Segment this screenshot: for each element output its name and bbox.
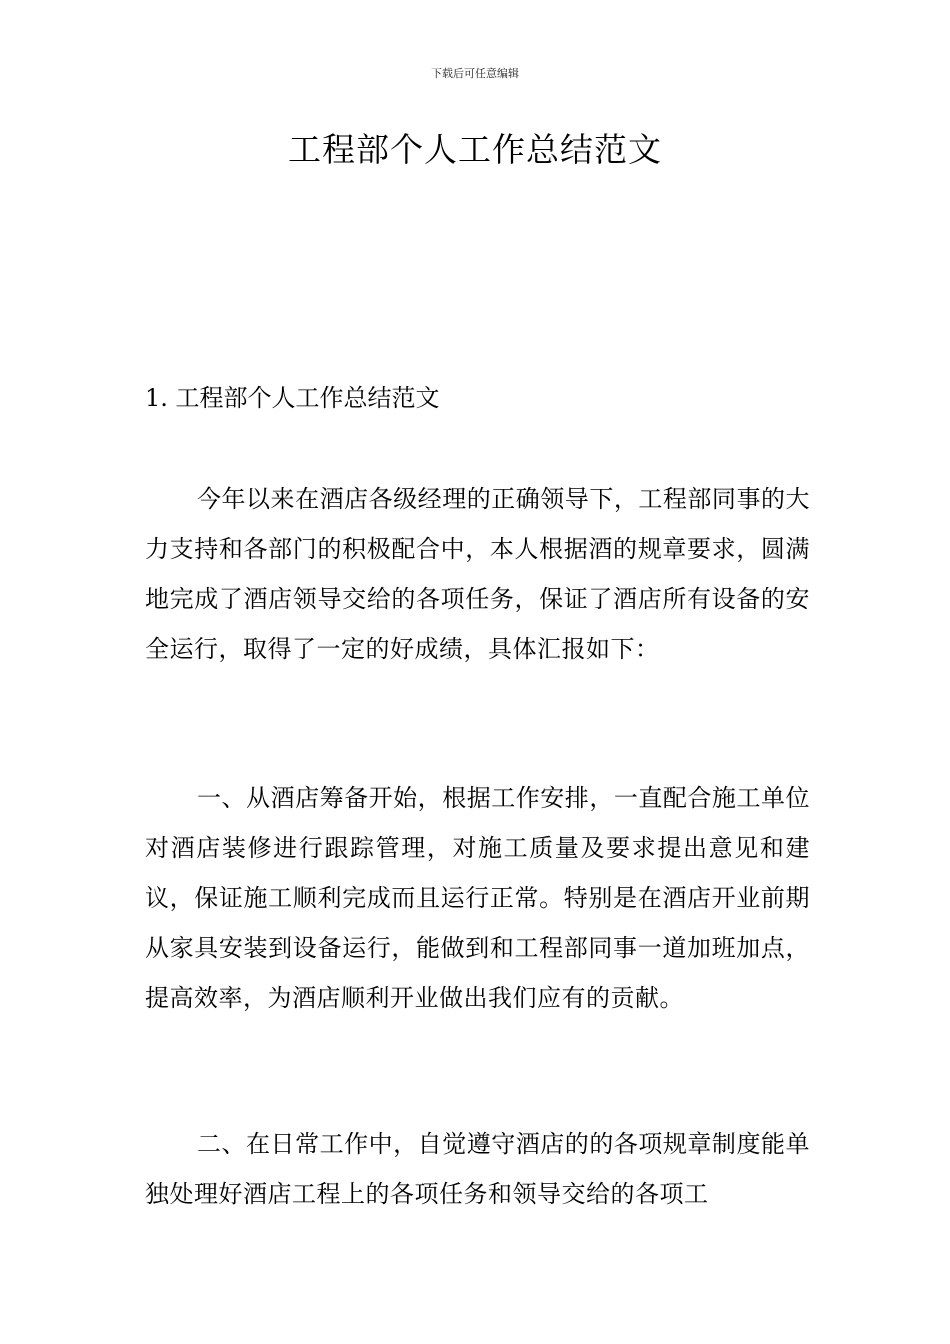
section-heading: 1. 工程部个人工作总结范文 (145, 384, 440, 412)
paragraph-point-one: 一、从酒店筹备开始，根据工作安排，一直配合施工单位对酒店装修进行跟踪管理，对施工质量及要求提出意见和建议，保证施工顺利完成而且运行正常。特别是在酒店开业前期从家具安装到设备运行，能做到和工程部同事一道加班加点，提高效率，为酒店顺利开业做出我们应有的贡献。 (145, 784, 810, 1012)
document-title: 工程部个人工作总结范文 (288, 130, 662, 169)
paragraph-intro: 今年以来在酒店各级经理的正确领导下，工程部同事的大力支持和各部门的积极配合中，本人根据酒的规章要求，圆满地完成了酒店领导交给的各项任务，保证了酒店所有设备的安全运行，取得了一定的好成绩，具体汇报如下： (145, 485, 810, 663)
paragraph-point-two: 二、在日常工作中，自觉遵守酒店的的各项规章制度能单独处理好酒店工程上的各项任务和领导交给的各项工 (145, 1130, 810, 1208)
header-note: 下载后可任意编辑 (431, 67, 519, 80)
